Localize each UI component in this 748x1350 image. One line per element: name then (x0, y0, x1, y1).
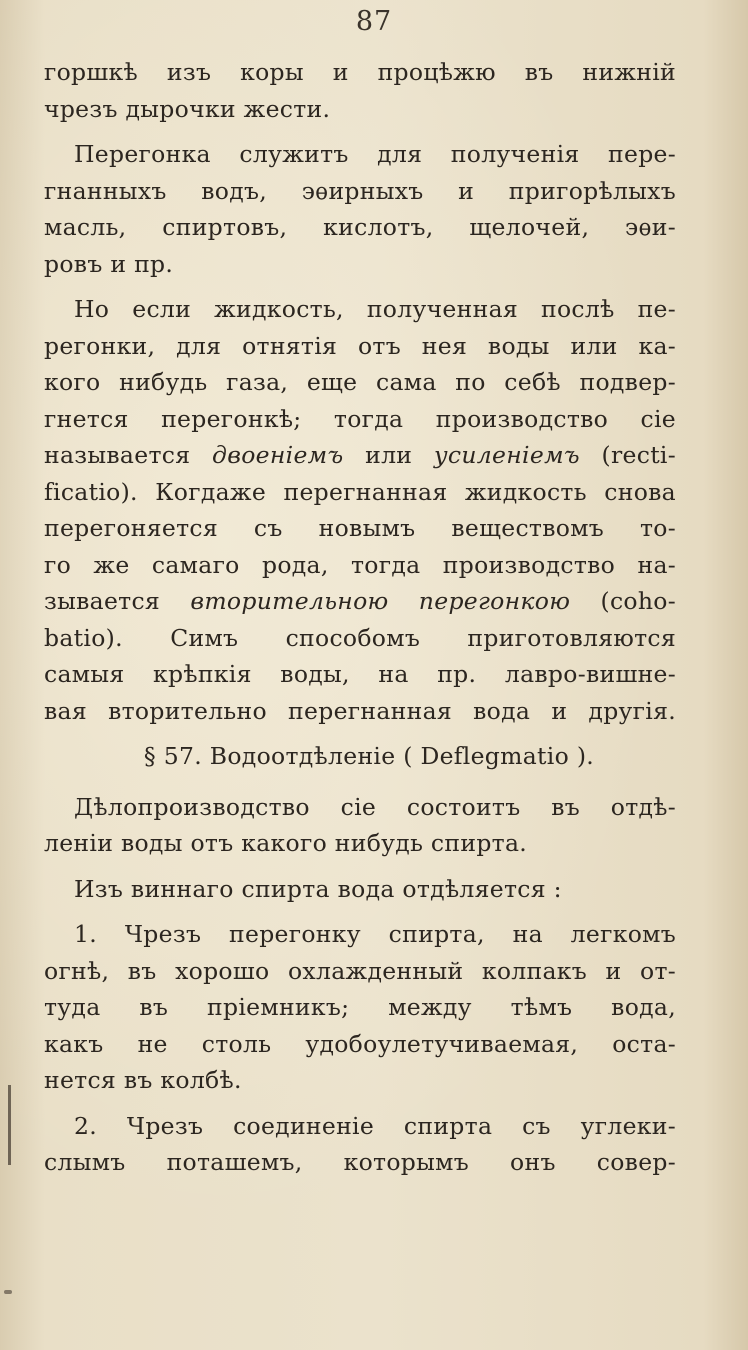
page-number: 87 (355, 6, 393, 37)
text-line: 1. Чрезъ перегонку спирта, на легкомъ (74, 920, 676, 948)
paragraph-gap (44, 1099, 676, 1108)
text-line: слымъ поташемъ, которымъ онъ совер- (44, 1148, 676, 1176)
text-segment: (recti- (579, 441, 676, 469)
text-segment: (coho- (570, 587, 676, 615)
text-line: туда въ пріемникъ; между тѣмъ вода, (44, 993, 676, 1021)
text-line: batio). Симъ способомъ приготовляются (44, 623, 676, 652)
text-line: Дѣлопроизводство сіе состоитъ въ отдѣ- (74, 792, 676, 821)
paragraph-gap (44, 907, 676, 916)
section-gap (44, 775, 676, 789)
text-line: леніи воды отъ какого нибудь спирта. (44, 829, 528, 857)
section-heading: § 57. Водоотдѣленіе ( Deflegmatio ). (143, 742, 595, 770)
text-line: кого нибудь газа, еще сама по себѣ подвер- (44, 368, 676, 396)
text-line: гнется перегонкѣ; тогда производство сіе (44, 404, 676, 433)
italic-term: вторительною перегонкою (190, 587, 571, 615)
text-line: горшкѣ изъ коры и процѣжю въ нижній (44, 58, 676, 86)
text-line: Но если жидкость, полученная послѣ пе- (74, 295, 676, 323)
text-line: чрезъ дырочки жести. (44, 94, 331, 123)
text-line: Перегонка служитъ для полученія пере- (74, 140, 676, 168)
text-line: ровъ и пр. (44, 249, 174, 278)
text-line: огнѣ, въ хорошо охлажденный колпакъ и от- (44, 956, 676, 985)
text-line (44, 437, 676, 474)
page-body-text (44, 54, 676, 1181)
text-line: самыя крѣпкія воды, на пр. лавро-вишне- (44, 660, 676, 688)
text-line: перегоняется съ новымъ веществомъ то- (44, 514, 676, 542)
text-segment: или (343, 441, 434, 469)
paragraph-gap (44, 282, 676, 291)
text-line: регонки, для отнятія отъ нея воды или ка- (44, 331, 676, 360)
text-line: вая вторительно перегнанная вода и другія. (44, 696, 676, 725)
text-line: ficatio). Когдаже перегнанная жидкость снова (44, 477, 676, 506)
italic-term: двоеніемъ (212, 441, 344, 469)
text-segment: называется (44, 441, 213, 469)
text-line (44, 583, 676, 620)
margin-mark (8, 1085, 11, 1165)
italic-term: усиленіемъ (433, 441, 580, 469)
text-line: Изъ виннаго спирта вода отдѣляется : (74, 874, 562, 903)
text-segment: зывается (44, 587, 191, 615)
paragraph-gap (44, 862, 676, 871)
margin-mark-small (4, 1290, 12, 1294)
text-line: масль, спиртовъ, кислотъ, щелочей, эѳи- (44, 213, 676, 241)
text-line: гнанныхъ водъ, эѳирныхъ и пригорѣлыхъ (44, 176, 676, 205)
text-line: нется въ колбѣ. (44, 1066, 242, 1094)
paragraph-gap (44, 729, 676, 738)
paragraph-gap (44, 127, 676, 136)
text-line: 2. Чрезъ соединеніе спирта съ углеки- (74, 1111, 676, 1140)
text-line: го же самаго рода, тогда производство на- (44, 550, 676, 579)
text-line: какъ не столь удобоулетучиваемая, оста- (44, 1029, 676, 1058)
